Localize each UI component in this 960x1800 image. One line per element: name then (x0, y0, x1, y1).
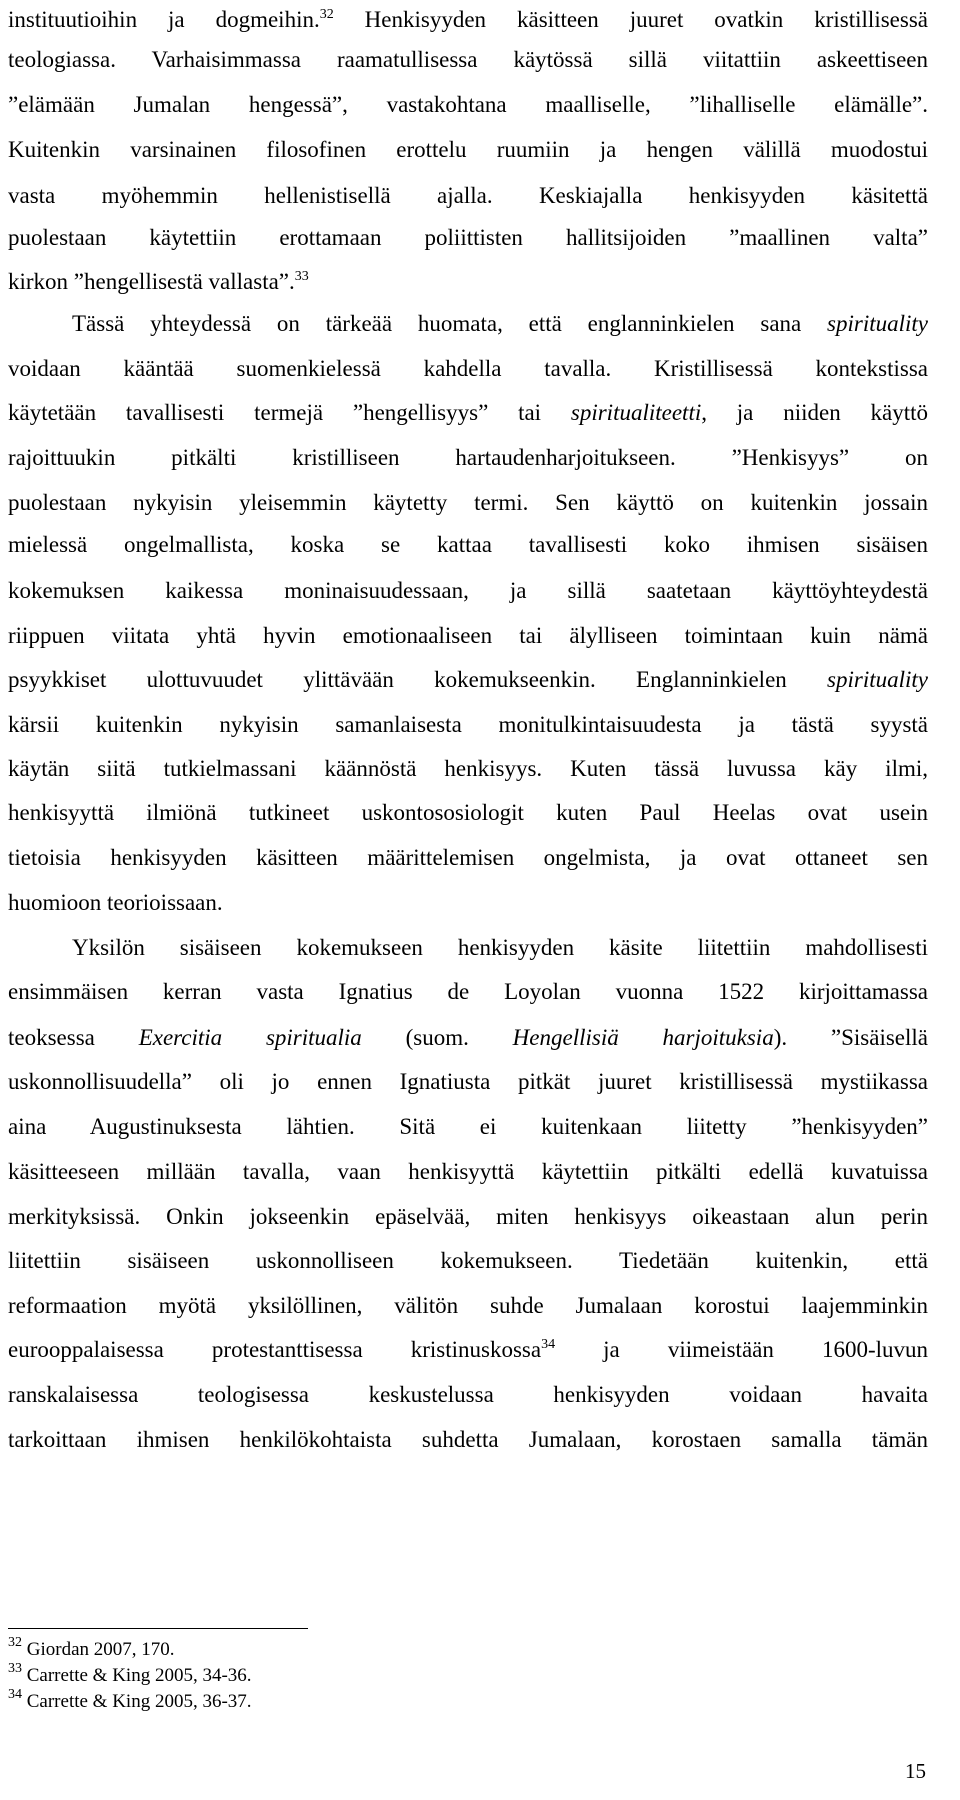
footnote (8, 1661, 252, 1688)
text-segment: tietoisia henkisyyden käsitteen määrittelemisen ongelmista, ja ovat ottaneet sen (8, 845, 928, 870)
text-segment: instituutioihin ja dogmeihin. (8, 7, 320, 32)
text-segment: vasta myöhemmin hellenistisellä ajalla. Keskiajalla henkisyyden käsitettä (8, 183, 928, 208)
text-line (8, 1197, 928, 1237)
text-line (72, 304, 928, 344)
text-line (8, 525, 928, 565)
text-line (8, 1420, 928, 1460)
text-segment: ). ”Sisäisellä (773, 1025, 929, 1050)
text-segment: kärsii kuitenkin nykyisin samanlaisesta monitulkintaisuudesta ja tästä syystä (8, 712, 928, 737)
text-line (8, 749, 928, 789)
italic-term: Hengellisiä harjoituksia (512, 1025, 774, 1050)
italic-term: spiritualiteetti (570, 400, 702, 425)
text-line (8, 262, 928, 302)
text-line (8, 838, 928, 878)
page-number: 15 (905, 1759, 926, 1783)
text-segment: liitettiin sisäiseen uskonnolliseen kokemukseen. Tiedetään kuitenkin, että (8, 1248, 928, 1273)
italic-term: spirituality (827, 667, 928, 692)
text-line (8, 393, 928, 433)
text-segment: merkityksissä. Onkin jokseenkin epäselvää, miten henkisyys oikeastaan alun perin (8, 1204, 928, 1229)
text-segment: voidaan kääntää suomenkielessä kahdella tavalla. Kristillisessä kontekstissa (8, 356, 928, 381)
text-line (8, 438, 928, 478)
footnote-number: 32 (8, 1635, 22, 1650)
footnote-reference: 34 (541, 1337, 556, 1352)
text-line (8, 0, 928, 40)
text-line (8, 571, 928, 611)
text-line (8, 793, 928, 833)
text-line (8, 705, 928, 745)
footnote-reference: 32 (319, 7, 334, 22)
text-segment: Henkisyyden käsitteen juuret ovatkin kristillisessä (333, 7, 928, 32)
text-line (8, 218, 928, 258)
text-line (8, 1241, 928, 1281)
text-line (8, 883, 928, 923)
footnote-text: Carrette & King 2005, 34-36. (22, 1665, 252, 1686)
text-segment: mielessä ongelmallista, koska se kattaa tavallisesti koko ihmisen sisäisen (8, 532, 928, 557)
text-segment: teoksessa (8, 1025, 139, 1050)
text-segment: käsitteeseen millään tavalla, vaan henkisyyttä käytettiin pitkälti edellä kuvatuissa (8, 1159, 928, 1184)
text-line (8, 1375, 928, 1415)
footnote-number: 34 (8, 1687, 22, 1702)
text-segment: psyykkiset ulottuvuudet ylittävään kokemukseenkin. Englanninkielen (8, 667, 828, 692)
text-segment: käytetään tavallisesti termejä ”hengellisyys” tai (8, 400, 571, 425)
text-segment: huomioon teorioissaan. (8, 890, 223, 915)
italic-term: Exercitia spiritualia (138, 1025, 362, 1050)
text-line (8, 176, 928, 216)
text-line (8, 1330, 928, 1370)
text-line (8, 660, 928, 700)
footnote-reference: 33 (294, 269, 309, 284)
text-segment: kirkon ”hengellisestä vallasta”. (8, 269, 295, 294)
text-segment: eurooppalaisessa protestanttisessa kristinuskossa (8, 1337, 542, 1362)
text-segment: ja viimeistään 1600-luvun (555, 1337, 928, 1362)
footnote-number: 33 (8, 1661, 22, 1676)
text-segment: , ja niiden käyttö (701, 400, 928, 425)
text-segment: teologiassa. Varhaisimmassa raamatullisessa käytössä sillä viitattiin askeettiseen (8, 47, 928, 72)
text-segment: ”elämään Jumalan hengessä”, vastakohtana maalliselle, ”lihalliselle elämälle”. (8, 92, 928, 117)
text-line (8, 349, 928, 389)
footnote (8, 1635, 175, 1662)
text-segment: Tässä yhteydessä on tärkeää huomata, että englanninkielen sana (72, 311, 828, 336)
text-segment: Kuitenkin varsinainen filosofinen erottelu ruumiin ja hengen välillä muodostui (8, 137, 928, 162)
text-line (8, 1018, 928, 1058)
text-segment: ensimmäisen kerran vasta Ignatius de Loyolan vuonna 1522 kirjoittamassa (8, 979, 928, 1004)
text-line (8, 616, 928, 656)
text-line (8, 1152, 928, 1192)
text-segment: puolestaan käytettiin erottamaan poliittisten hallitsijoiden ”maallinen valta” (8, 225, 928, 250)
text-segment: Yksilön sisäiseen kokemukseen henkisyyden käsite liitettiin mahdollisesti (72, 935, 928, 960)
text-line (8, 40, 928, 80)
text-segment: kokemuksen kaikessa moninaisuudessaan, ja sillä saatetaan käyttöyhteydestä (8, 578, 928, 603)
text-line (72, 928, 928, 968)
text-segment: henkisyyttä ilmiönä tutkineet uskontososiologit kuten Paul Heelas ovat usein (8, 800, 928, 825)
text-segment: riippuen viitata yhtä hyvin emotionaaliseen tai älylliseen toimintaan kuin nämä (8, 623, 928, 648)
text-segment: ranskalaisessa teologisessa keskustelussa henkisyyden voidaan havaita (8, 1382, 928, 1407)
footnote (8, 1687, 252, 1714)
footnote-text: Carrette & King 2005, 36-37. (22, 1691, 252, 1712)
text-segment: käytän siitä tutkielmassani käännöstä henkisyys. Kuten tässä luvussa käy ilmi, (8, 756, 928, 781)
text-segment: rajoittuukin pitkälti kristilliseen hartaudenharjoitukseen. ”Henkisyys” on (8, 445, 928, 470)
text-line (8, 1286, 928, 1326)
text-line (8, 483, 928, 523)
text-segment: tarkoittaan ihmisen henkilökohtaista suhdetta Jumalaan, korostaen samalla tämän (8, 1427, 928, 1452)
text-segment: (suom. (361, 1025, 513, 1050)
text-segment: reformaation myötä yksilöllinen, välitön suhde Jumalaan korostui laajemminkin (8, 1293, 928, 1318)
text-segment: puolestaan nykyisin yleisemmin käytetty termi. Sen käyttö on kuitenkin jossain (8, 490, 928, 515)
text-segment: aina Augustinuksesta lähtien. Sitä ei kuitenkaan liitetty ”henkisyyden” (8, 1114, 928, 1139)
text-line (8, 1062, 928, 1102)
footnote-separator (8, 1628, 308, 1629)
italic-term: spirituality (827, 311, 928, 336)
text-line (8, 85, 928, 125)
text-line (8, 130, 928, 170)
text-segment: uskonnollisuudella” oli jo ennen Ignatiusta pitkät juuret kristillisessä mystiikassa (8, 1069, 928, 1094)
text-line (8, 972, 928, 1012)
footnote-text: Giordan 2007, 170. (22, 1639, 175, 1660)
text-line (8, 1107, 928, 1147)
